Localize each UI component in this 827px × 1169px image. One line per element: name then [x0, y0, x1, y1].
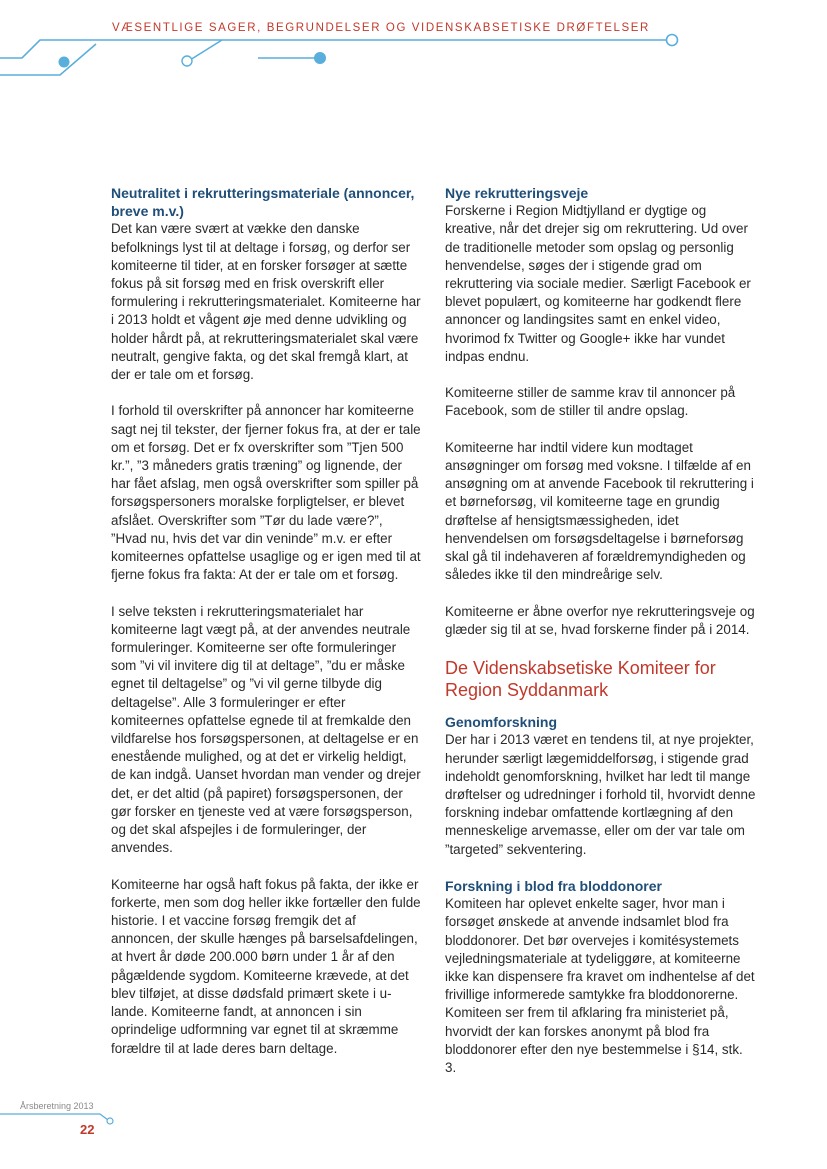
section-heading-genomforskning: Genomforskning: [445, 714, 558, 731]
paragraph: Komiteerne har også haft fokus på fakta, der ikke er forkerte, men som dog heller ikke fortæller den fulde historie. I et vaccine forsøg fremgik det af annoncen, der skulle hænges på barselsafdelingen, at hvert år døde 200.000 børn under 1 år af den pågældende sygdom. Komiteerne krævede, at det blev tilføjet, at disse dødsfald primært skete i u-lande. Komiteerne fandt, at annoncen i sin oprindelige udformning var egnet til at skræmme forældre til at lade deres barn deltage.: [111, 876, 421, 1056]
section-heading-blod-fra-bloddonorer: Forskning i blod fra bloddonorer: [445, 878, 662, 895]
running-header-title: VÆSENTLIGE SAGER, BEGRUNDELSER OG VIDENSKABSETISKE DRØFTELSER: [112, 22, 650, 34]
paragraph: Komiteerne har indtil videre kun modtaget ansøgninger om forsøg med voksne. I tilfælde af en ansøgning om at anvende Facebook til rekruttering i et børneforsøg, vil komiteerne tage en grundig drøftelse af hensigtsmæssigheden, idet henvendelsen om forsøgsdeltagelse i børneforsøg skal gå til indehaveren af forældremyndigheden og således ikke til den mindreårige selv.: [445, 439, 754, 583]
paragraph: Forskerne i Region Midtjylland er dygtige og kreative, når det drejer sig om rekruttering. Ud over de traditionelle metoder som opslag og personlig henvendelse, søges der i stigende grad om rekruttering via sociale medier. Særligt Facebook er blevet populært, og komiteerne har godkendt flere annoncer og landingsites samt en enkel video, hvorimod fx Twitter og Google+ ikke har vundet indpas endnu.: [445, 203, 751, 364]
right-column: [445, 184, 757, 1095]
paragraph: Komiteen har oplevet enkelte sager, hvor man i forsøget ønskede at anvende indsamlet blod fra bloddonorer. Det bør overvejes i komitésystemets vejledningsmateriale at tydeliggøre, at komiteerne ikke kan dispensere fra kravet om indhentelse af det frivillige informerede samtykke fra bloddonorerne. Komiteen ser frem til afklaring fra ministeriet på, hvorvidt der kan forskes anonymt på blod fra bloddonorer efter den nye bestemmelse i §14, stk. 3.: [445, 896, 755, 1076]
header-circuit-decoration: [0, 0, 827, 80]
section-heading-neutralitet: Neutralitet i rekrutteringsmateriale (annoncer, breve m.v.): [111, 185, 415, 220]
section-heading-nye-rekrutteringsveje: Nye rekrutteringsveje: [445, 185, 589, 201]
region-heading: De Videnskabsetiske Komiteer for Region Syddanmark: [445, 658, 716, 701]
footer-line-decoration: [0, 1108, 140, 1128]
page-number: 22: [80, 1122, 95, 1137]
footer-report-label: Årsberetning 2013: [20, 1101, 94, 1111]
paragraph: I forhold til overskrifter på annoncer har komiteerne sagt nej til tekster, der fjerner fokus fra, at der er tale om et forsøg. Det er fx overskrifter som ”Tjen 500 kr.”, ”3 måneders gratis træning” og lignende, der har fået afslag, men også overskrifter som spiller på forsøgspersoners moralske forpligtelser, er blevet afslået. Overskrifter som ”Tør du lade være?”, ”Hvad nu, hvis det var din veninde” m.v. er efter komiteernes opfattelse usaglige og er igen med til at fjerne fokus fra fakta: At der er tale om et forsøg.: [111, 403, 421, 583]
paragraph: Komiteerne stiller de samme krav til annoncer på Facebook, som de stiller til andre opslag.: [445, 385, 736, 419]
paragraph: Der har i 2013 været en tendens til, at nye projekter, herunder særligt lægemiddelforsøg, i stigende grad indeholdt genomforskning, hvilket har ledt til mange drøftelser og udredninger i forhold til, hvorvidt denne forskning indebar omfattende kortlægning af den menneskelige arvemasse, eller om der var tale om ”targeted” sekventering.: [445, 732, 756, 857]
paragraph: Det kan være svært at vække den danske befolknings lyst til at deltage i forsøg, og derfor ser komiteerne til tider, at en forsker forsøger at sætte fokus på sit forsøg med en frisk overskrift eller formulering i rekrutteringsmaterialet. Komiteerne har i 2013 holdt et vågent øje med denne udvikling og holder hårdt på, at rekrutteringsmaterialet skal være neutralt, gengive fakta, og det skal fremgå klart, at der er tale om et forsøg.: [111, 221, 421, 383]
left-column: [111, 184, 421, 1076]
paragraph: Komiteerne er åbne overfor nye rekrutteringsveje og glæder sig til at se, hvad forskerne finder på i 2014.: [445, 603, 755, 637]
paragraph: I selve teksten i rekrutteringsmaterialet har komiteerne lagt vægt på, at der anvendes neutrale formuleringer. Komiteerne ser ofte formuleringer som ”vi vil invitere dig til at deltage”, ”du er måske egnet til deltagelse” og ”vi vil gerne tilbyde dig deltagelse”. Alle 3 formuleringer er efter komiteernes opfattelse egnede til at fremkalde den vildfarelse hos forsøgspersonen, at deltagelse er en enestående mulighed, og at det er virkelig heldigt, de kan indgå. Uanset hvordan man vender og drejer det, er det altid (på papiret) forsøgspersonen, der gør forsker en tjeneste ved at være forsøgsperson, og det skal afspejles i de formuleringer, der anvendes.: [111, 603, 421, 856]
